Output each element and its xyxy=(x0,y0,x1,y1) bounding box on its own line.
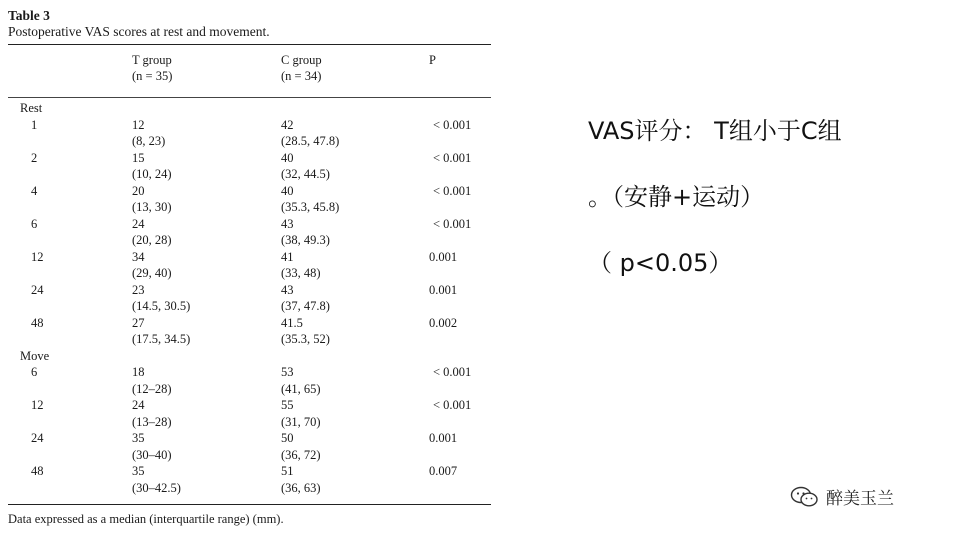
c-median-cell: 51 xyxy=(281,464,294,478)
t-iqr-cell: (13, 30) xyxy=(132,200,172,214)
t-median-cell: 23 xyxy=(132,282,145,297)
table-header xyxy=(8,45,491,97)
p-value-cell: < 0.001 xyxy=(433,216,472,231)
c-median-cell: 43 xyxy=(281,282,294,297)
table-row xyxy=(8,315,491,348)
time-cell: 2 xyxy=(31,150,38,165)
p-value-cell: 0.001 xyxy=(429,282,458,297)
c-median-cell: 42 xyxy=(281,117,294,132)
t-median-cell: 18 xyxy=(132,365,145,379)
time-cell: 12 xyxy=(31,249,44,264)
time-cell: 48 xyxy=(31,315,44,330)
table-bottom-rule xyxy=(8,504,491,505)
table-body xyxy=(8,98,491,504)
c-iqr-cell: (28.5, 47.8) xyxy=(281,134,340,148)
c-iqr-cell: (41, 65) xyxy=(281,381,321,396)
table-caption: Postoperative VAS scores at rest and movement. xyxy=(8,24,270,39)
table-row xyxy=(8,183,491,216)
c-median-cell: 55 xyxy=(281,398,294,412)
header-t-group: T group (n = 35) xyxy=(132,53,173,83)
t-iqr-cell: (12–28) xyxy=(132,381,172,396)
c-iqr-cell: (35.3, 52) xyxy=(281,332,330,346)
time-cell: 12 xyxy=(31,398,44,412)
table-row xyxy=(8,150,491,183)
t-median-cell: 27 xyxy=(132,315,145,330)
c-iqr-cell: (35.3, 45.8) xyxy=(281,200,340,214)
c-iqr-cell: (36, 72) xyxy=(281,447,321,462)
c-iqr-cell: (32, 44.5) xyxy=(281,167,330,181)
summary-line-2: 。（安静+运动） xyxy=(588,183,765,211)
wechat-icon xyxy=(790,486,820,508)
t-iqr-cell: (13–28) xyxy=(132,414,172,429)
p-value-cell: 0.001 xyxy=(429,249,458,264)
table-row xyxy=(8,430,491,463)
table-row xyxy=(8,463,491,496)
c-median-cell: 41 xyxy=(281,249,294,264)
t-median-cell: 24 xyxy=(132,398,145,412)
c-iqr-cell: (38, 49.3) xyxy=(281,233,330,247)
t-iqr-cell: (17.5, 34.5) xyxy=(132,332,191,346)
summary-line-3: （ p<0.05） xyxy=(588,249,733,277)
time-cell: 24 xyxy=(31,282,44,297)
t-iqr-cell: (20, 28) xyxy=(132,233,172,247)
group-label: Rest xyxy=(20,101,43,115)
time-cell: 24 xyxy=(31,431,44,445)
t-iqr-cell: (30–42.5) xyxy=(132,480,181,495)
t-median-cell: 35 xyxy=(132,431,145,445)
p-value-cell: 0.002 xyxy=(429,315,458,330)
header-c-group: C group (n = 34) xyxy=(281,53,322,83)
t-iqr-cell: (29, 40) xyxy=(132,266,172,280)
p-value-cell: < 0.001 xyxy=(433,150,472,165)
t-median-cell: 12 xyxy=(132,117,145,132)
watermark-text: 醉美玉兰 xyxy=(826,489,894,509)
c-median-cell: 40 xyxy=(281,150,294,165)
time-cell: 1 xyxy=(31,117,38,132)
p-value-cell: < 0.001 xyxy=(433,117,472,132)
watermark xyxy=(790,484,894,509)
t-median-cell: 35 xyxy=(132,464,145,478)
time-cell: 48 xyxy=(31,464,44,478)
t-iqr-cell: (30–40) xyxy=(132,447,172,462)
t-iqr-cell: (14.5, 30.5) xyxy=(132,299,191,313)
p-value-cell: 0.007 xyxy=(429,464,458,478)
time-cell: 6 xyxy=(31,216,38,231)
table-row xyxy=(8,216,491,249)
table-row xyxy=(8,249,491,282)
table-label: Table 3 xyxy=(8,8,50,23)
t-iqr-cell: (8, 23) xyxy=(132,134,166,148)
c-iqr-cell: (31, 70) xyxy=(281,414,321,429)
summary-note xyxy=(588,98,842,296)
c-median-cell: 41.5 xyxy=(281,315,303,330)
time-cell: 6 xyxy=(31,365,38,379)
header-p: P xyxy=(429,53,436,67)
c-median-cell: 43 xyxy=(281,216,294,231)
group-label: Move xyxy=(20,348,50,363)
table-row xyxy=(8,364,491,397)
c-median-cell: 53 xyxy=(281,365,294,379)
t-median-cell: 24 xyxy=(132,216,145,231)
p-value-cell: < 0.001 xyxy=(433,183,472,198)
c-iqr-cell: (33, 48) xyxy=(281,266,321,280)
p-value-cell: 0.001 xyxy=(429,431,458,445)
c-median-cell: 50 xyxy=(281,431,294,445)
c-median-cell: 40 xyxy=(281,183,294,198)
c-iqr-cell: (37, 47.8) xyxy=(281,299,330,313)
results-table xyxy=(8,8,491,527)
t-median-cell: 34 xyxy=(132,249,145,264)
time-cell: 4 xyxy=(31,183,38,198)
t-median-cell: 15 xyxy=(132,150,145,165)
t-median-cell: 20 xyxy=(132,183,145,198)
t-iqr-cell: (10, 24) xyxy=(132,167,172,181)
c-iqr-cell: (36, 63) xyxy=(281,480,321,495)
summary-line-1: VAS评分： T组小于C组 xyxy=(588,117,842,145)
table-footnote: Data expressed as a median (interquartile range) (mm). xyxy=(8,512,284,526)
table-row xyxy=(8,117,491,150)
p-value-cell: < 0.001 xyxy=(433,398,472,412)
table-row xyxy=(8,397,491,430)
p-value-cell: < 0.001 xyxy=(433,365,472,379)
table-row xyxy=(8,282,491,315)
